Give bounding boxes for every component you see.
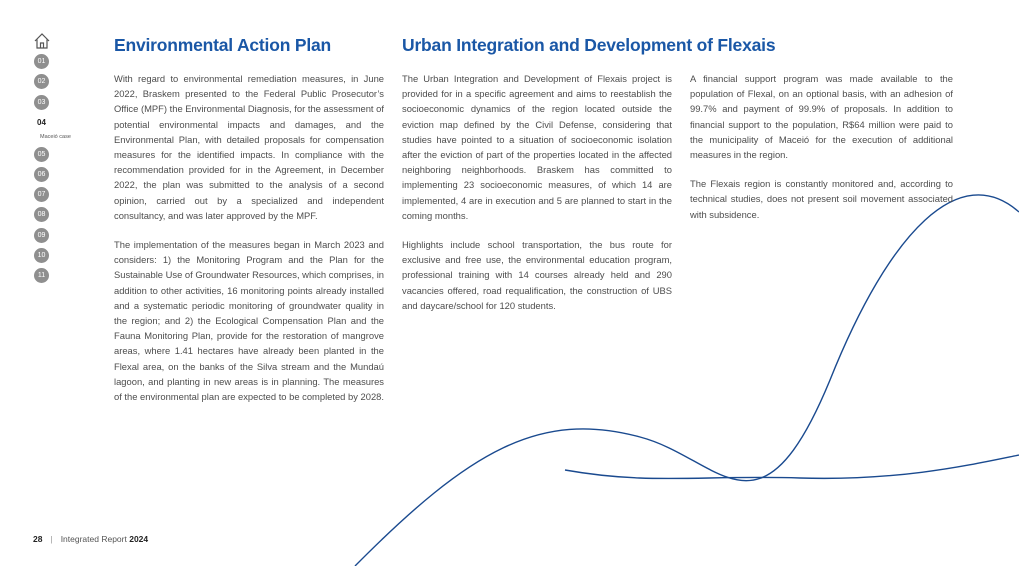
nav-item-01[interactable]: 01 [34,54,49,69]
nav-item-11[interactable]: 11 [34,268,49,283]
paragraph: The Urban Integration and Development of Flexais project is provided for in a specific agreement and aims to reestablish the socioeconomic dynamics of the region located outside the eviction map defined by the Civil Defense, considering that studies have pointed to a situation of socioeconomic isolation after the eviction of part of the properties located in the affected neighboring neighborhoods. Braskem has committed to implementing 23 socioeconomic measures, of which 14 are implemented, 4 are in execution and 5 are planned to start in the coming months. [402,73,672,221]
paragraph: A financial support program was made available to the population of Flexal, on an optional basis, with an adhesion of 99.7% and payment of 99.9% of proposals. In addition to financial support to the population, R$64 million were paid to the municipality of Maceió for the execution of additional measures in the region. [690,73,953,161]
nav-item-04[interactable]: 04 [37,118,46,127]
column-urban-left [402,71,672,327]
nav-item-02[interactable]: 02 [34,74,49,89]
nav-item-06[interactable]: 06 [34,167,49,182]
nav-item-08[interactable]: 08 [34,207,49,222]
home-icon[interactable] [33,32,51,50]
nav-sub-label[interactable]: Maceió case [40,134,71,140]
paragraph: The Flexais region is constantly monitored and, according to technical studies, does not present soil movement associated with subsidence. [690,178,953,220]
footer-separator: | [50,534,53,544]
footer [33,534,148,544]
section-title-urban: Urban Integration and Development of Flexais [402,35,776,55]
column-environmental [114,71,384,418]
paragraph: The implementation of the measures began in March 2023 and considers: 1) the Monitoring Program and the Plan for the Sustainable Use of Groundwater Resources, which comprises, in addition to other activities, 16 monitoring points already installed and a systematic periodic monitoring of groundwater quality in the region; and 2) the Ecological Compensation Plan and the Fauna Monitoring Plan, provide for the restoration of mangrove areas, where 1.41 hectares have already been planted in the Flexal area, on the banks of the Silva stream and the Mundaú lagoon, and planting in new areas is in planning. The measures of the environmental plan are expected to be completed by 2028. [114,239,384,403]
curve-line [565,455,1019,479]
section-title-environmental: Environmental Action Plan [114,35,332,55]
report-year: 2024 [129,534,149,544]
page-number: 28 [33,534,43,544]
nav-item-10[interactable]: 10 [34,248,49,263]
paragraph: With regard to environmental remediation measures, in June 2022, Braskem presented to the Federal Public Prosecutor’s Office (MPF) the Environmental Diagnosis, for the assessment of potential environmental impacts and damages, and the Environmental Plan, with detailed proposals for compensation measures for the identified impacts. In compliance with the recommendation provided for in the Agreement, in December 2022, the plan was submitted to the analysis of a second opinion, carried out by a specialized and independent consultancy, and was later approved by the MPF. [114,73,384,221]
report-name: Integrated Report [60,534,127,544]
nav-item-09[interactable]: 09 [34,228,49,243]
paragraph: Highlights include school transportation, the bus route for exclusive and free use, the environmental education program, professional training with 14 courses already held and 290 vacancies offered, road requalification, the construction of UBS and daycare/school for 120 students. [402,239,672,311]
column-urban-right [690,71,953,236]
nav-item-05[interactable]: 05 [34,147,49,162]
nav-item-03[interactable]: 03 [34,95,49,110]
nav-item-07[interactable]: 07 [34,187,49,202]
